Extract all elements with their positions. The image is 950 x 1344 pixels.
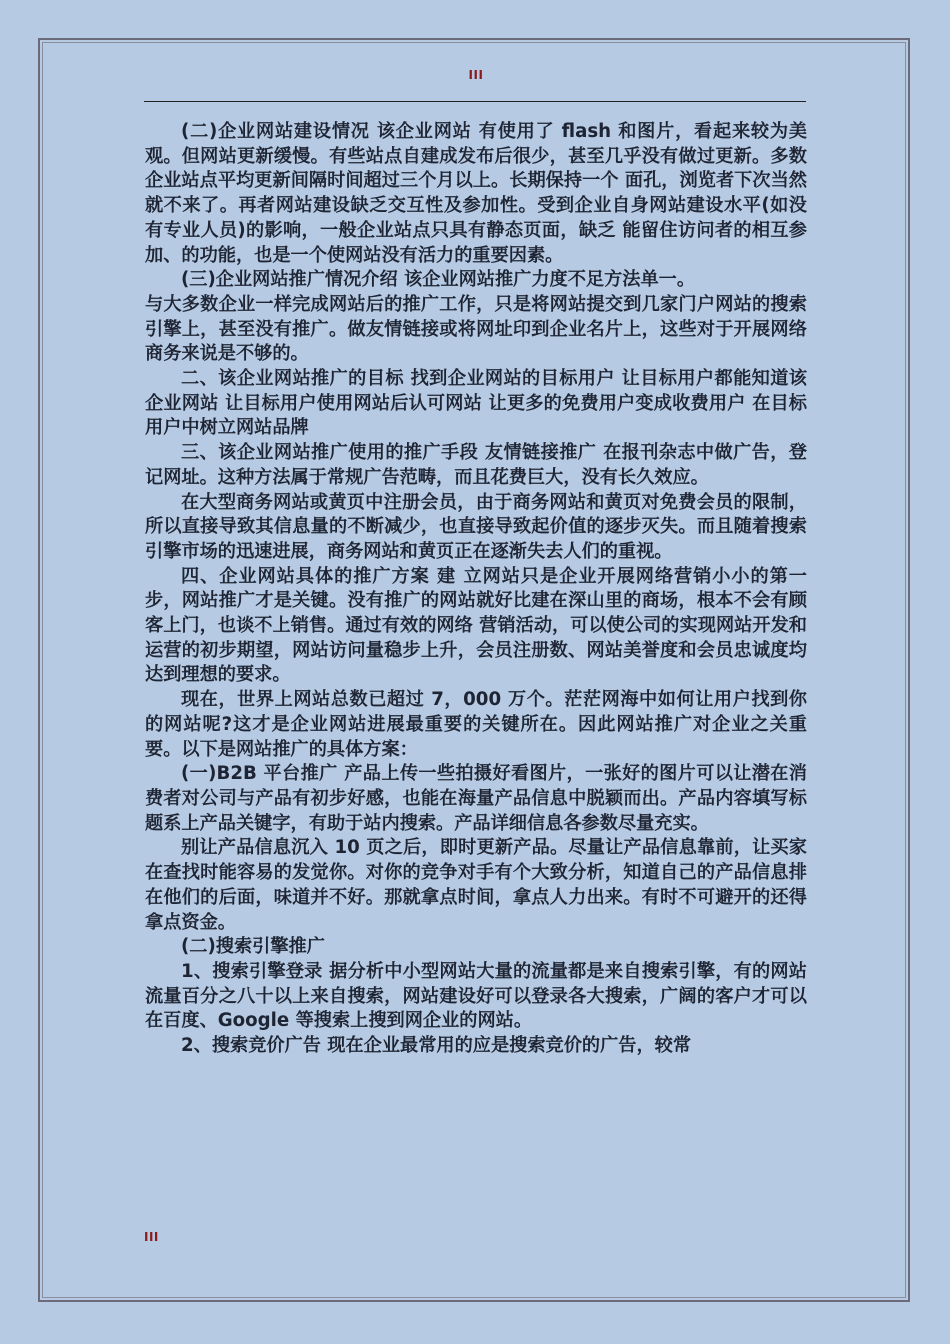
footer-mark: III [144, 1230, 159, 1244]
paragraph-search-bidding: 2、搜索竞价广告 现在企业最常用的应是搜索竞价的广告，较常 [181, 1035, 692, 1057]
paragraph-website-construction: (二)企业网站建设情况 该企业网站 有使用了 flash 和图片，看起来较为美观。但网站更新缓慢。有些站点自建成发布后很少，甚至几乎没有做过更新。多数企业站点平均更新间隔时间超过三个月以上。长期保持一个 面孔，浏览者下次当然就不来了。再者网站建设缺乏交互性及参加性。受到企业自身网站建设水平(如没有专业人员)的影响，一般企业站点只具有静态页面，缺乏 能留住访问者的相互参加、的功能，也是一个使网站没有活力的重要因素。 [145, 121, 807, 266]
paragraph-promotion-plan: 四、企业网站具体的推广方案 建 立网站只是企业开展网络营销小小的第一步，网站推广才是关键。没有推广的网站就好比建在深山里的商场，根本不会有顾客上门，也谈不上销售。通过有效的网络 营销活动，可以使公司的实现网站开发和运营的初步期望，网站访问量稳步上升，会员注册数、网站美誉度和会员忠诚度均达到理想的要求。 [145, 565, 807, 686]
paragraph-yellow-pages: 在大型商务网站或黄页中注册会员，由于商务网站和黄页对免费会员的限制，所以直接导致其信息量的不断减少，也直接导致起价值的逐步灭失。而且随着搜索引擎市场的迅速进展，商务网站和黄页正在逐渐失去人们的重视。 [145, 491, 807, 562]
paragraph-website-count: 现在，世界上网站总数已超过 7，000 万个。茫茫网海中如何让用户找到你的网站呢?这才是企业网站进展最重要的关键所在。因此网站推广对企业之关重要。以下是网站推广的具体方案： [145, 689, 807, 760]
header-mark: III [468, 68, 484, 82]
paragraph-promotion-intro: (三)企业网站推广情况介绍 该企业网站推广力度不足方法单一。 [181, 269, 696, 291]
paragraph-search-engine-login: 1、搜索引擎登录 据分析中小型网站大量的流量都是来自搜索引擎，有的网站流量百分之八十以上来自搜索，网站建设好可以登录各大搜索，广阔的客户才可以在百度、Google 等搜索上搜到网企业的网站。 [145, 960, 807, 1032]
paragraph-promotion-means: 三、该企业网站推广使用的推广手段 友情链接推广 在报刊杂志中做广告，登记网址。这种方法属于常规广告范畴，而且花费巨大，没有长久效应。 [145, 442, 807, 488]
paragraph-product-update: 别让产品信息沉入 10 页之后，即时更新产品。尽量让产品信息靠前，让买家在查找时能容易的发觉你。对你的竞争对手有个大致分析，知道自己的产品信息排在他们的后面，味道并不好。那就拿点时间，拿点人力出来。有时不可避开的还得拿点资金。 [145, 837, 807, 933]
header-rule [144, 101, 806, 102]
paragraph-search-engine-heading: (二)搜索引擎推广 [181, 936, 325, 958]
paragraph-promotion-status: 与大多数企业一样完成网站后的推广工作，只是将网站提交到几家门户网站的搜索引擎上，甚至没有推广。做友情链接或将网址印到企业名片上，这些对于开展网络商务来说是不够的。 [145, 293, 807, 365]
paragraph-promotion-goals: 二、该企业网站推广的目标 找到企业网站的目标用户 让目标用户都能知道该企业网站 让目标用户使用网站后认可网站 让更多的免费用户变成收费用户 在目标用户中树立网站品牌 [145, 368, 807, 439]
document-body [145, 120, 807, 1059]
paragraph-b2b-platform: (一)B2B 平台推广 产品上传一些拍摄好看图片，一张好的图片可以让潜在消费者对公司与产品有初步好感，也能在海量产品信息中脱颖而出。产品内容填写标题系上产品关键字，有助于站内搜索。产品详细信息各参数尽量充实。 [145, 763, 807, 834]
